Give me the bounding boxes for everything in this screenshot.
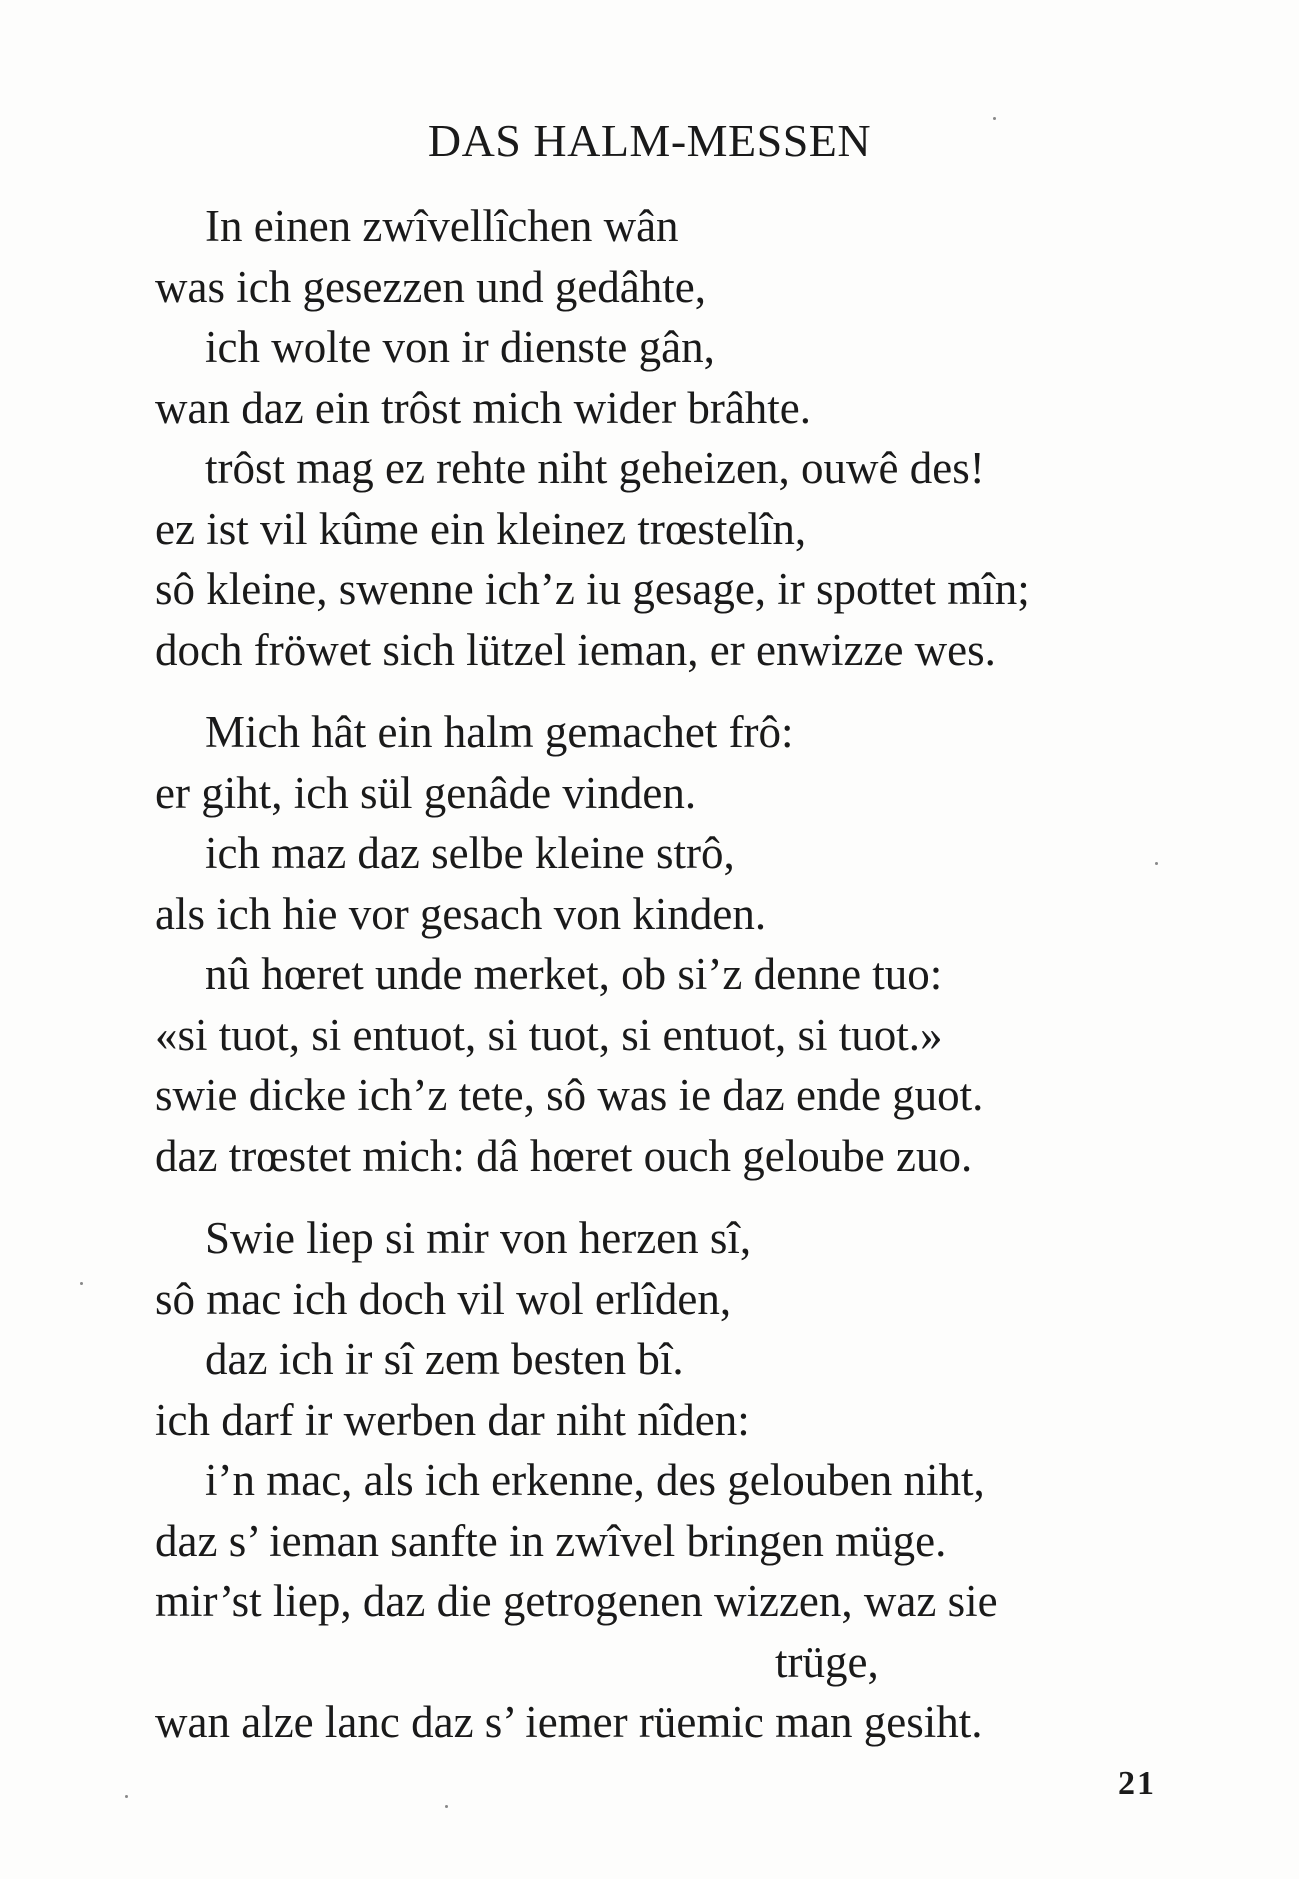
verse-line: trôst mag ez rehte niht geheizen, ouwê des! [205, 443, 985, 493]
verse-line: sô mac ich doch vil wol erlîden, [155, 1273, 732, 1324]
stanza-2 [155, 702, 1175, 1186]
paper-speck [1155, 862, 1158, 865]
poem-body [155, 196, 1175, 1753]
verse-line: daz trœstet mich: dâ hœret ouch geloube zuo. [155, 1130, 973, 1181]
paper-speck [80, 1282, 83, 1285]
verse-line: mir’st liep, daz die getrogenen wizzen, waz sie [155, 1576, 998, 1626]
verse-line: doch fröwet sich lützel ieman, er enwizze wes. [155, 624, 996, 675]
verse-line: Swie liep si mir von herzen sî, [205, 1213, 752, 1263]
verse-line: wan alze lanc daz s’ iemer rüemic man gesiht. [155, 1697, 983, 1747]
paper-speck [125, 1795, 128, 1798]
stanza-3 [155, 1208, 1175, 1753]
verse-line: ez ist vil kûme ein kleinez trœstelîn, [155, 503, 807, 554]
verse-line: Mich hât ein halm gemachet frô: [205, 707, 794, 757]
verse-line: als ich hie vor gesach von kinden. [155, 888, 767, 939]
stanza-1 [155, 196, 1175, 680]
verse-line: er giht, ich sül genâde vinden. [155, 767, 697, 818]
paper-speck [445, 1805, 448, 1808]
verse-line: was ich gesezzen und gedâhte, [155, 261, 707, 312]
verse-line: «si tuot, si entuot, si tuot, si entuot, si tuot.» [155, 1009, 943, 1060]
poem-title: DAS HALM-MESSEN [427, 115, 872, 166]
verse-line: swie dicke ich’z tete, sô was ie daz ende guot. [155, 1070, 984, 1120]
verse-line: nû hœret unde merket, ob si’z denne tuo: [205, 949, 943, 999]
verse-line: sô kleine, swenne ich’z iu gesage, ir spottet mîn; [155, 564, 1030, 614]
verse-line: In einen zwîvellîchen wân [205, 201, 679, 251]
verse-line: ich maz daz selbe kleine strô, [205, 828, 735, 878]
verse-line: daz s’ ieman sanfte in zwîvel bringen müge. [155, 1515, 947, 1566]
verse-line: daz ich ir sî zem besten bî. [205, 1334, 684, 1384]
paper-speck [993, 117, 996, 120]
verse-line: ich darf ir werben dar niht nîden: [155, 1394, 750, 1445]
verse-line: i’n mac, als ich erkenne, des gelouben niht, [205, 1455, 985, 1505]
verse-line-turnover: trüge, [775, 1636, 879, 1687]
verse-line: wan daz ein trôst mich wider brâhte. [155, 382, 812, 433]
page-number: 21 [1118, 1765, 1156, 1802]
verse-line: ich wolte von ir dienste gân, [205, 322, 715, 372]
